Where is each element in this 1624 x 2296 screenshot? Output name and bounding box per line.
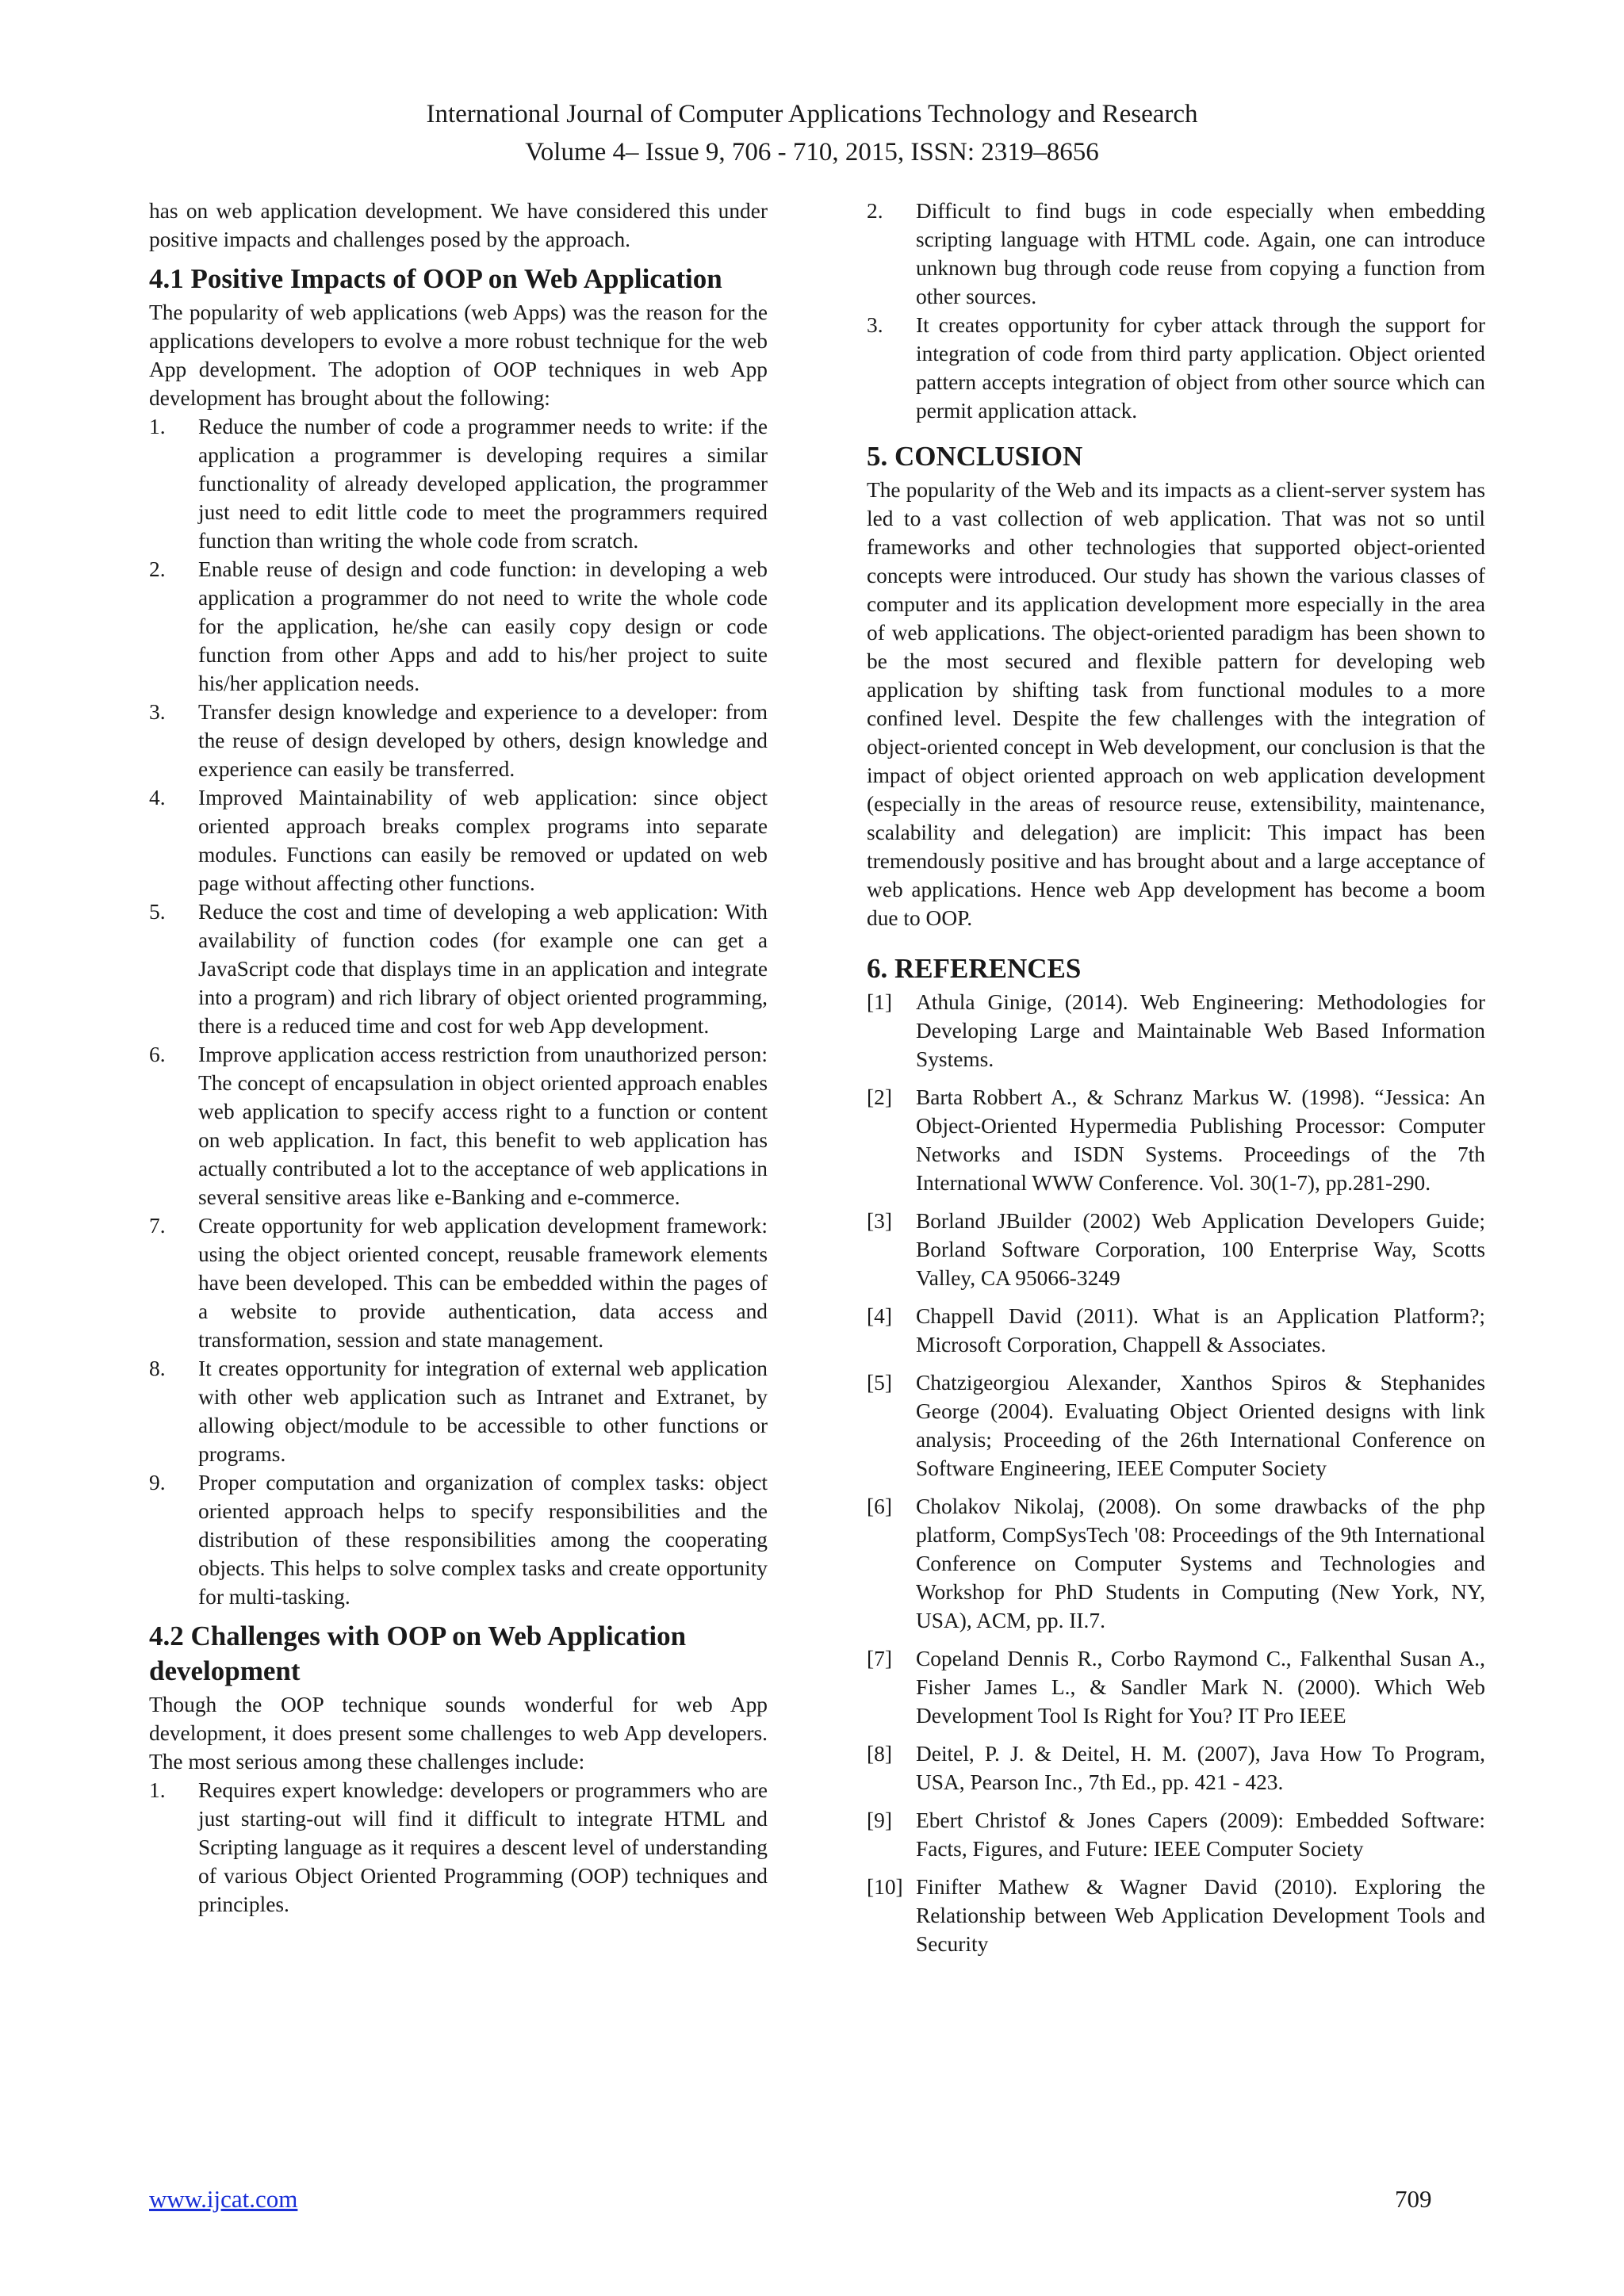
reference-number: [3] [867, 1209, 892, 1233]
reference-item [867, 1207, 1485, 1292]
reference-text: Borland JBuilder (2002) Web Application Developers Guide; Borland Software Corporation, 100 Enterprise Way, Scotts Valley, CA 95066-3249 [916, 1209, 1485, 1290]
journal-website-link[interactable]: www.ijcat.com [149, 2185, 298, 2213]
conclusion-paragraph: The popularity of the Web and its impacts as a client-server system has led to a vast collection of web application. That was not so until frameworks and other technologies that supported object-oriented concepts were introduced. Our study has shown the various classes of computer and its application development more especially in the area of web applications. The object-oriented paradigm has been shown to be the most secured and flexible pattern for developing web application by shifting task from functional modules to a more confined level. Despite the few challenges with the integration of object-oriented concept in Web development, our conclusion is that the impact of object oriented approach on web application development (especially in the areas of resource reuse, extensibility, maintenance, scalability and delegation) are implicit: This impact has been tremendously positive and has brought about and a large acceptance of web applications. Hence web App development has become a boom due to OOP. [867, 478, 1485, 930]
reference-number: [7] [867, 1647, 892, 1670]
list-item [149, 1040, 768, 1211]
journal-title: International Journal of Computer Applications Technology and Research [426, 100, 1198, 128]
list-number: 3. [149, 700, 166, 724]
list-number: 1. [149, 1778, 166, 1802]
reference-text: Ebert Christof & Jones Capers (2009): Embedded Software: Facts, Figures, and Future: IEEE Computer Society [916, 1808, 1485, 1861]
list-item [149, 897, 768, 1040]
list-item [149, 783, 768, 897]
page-number: 709 [1395, 2185, 1432, 2213]
list-number: 7. [149, 1214, 166, 1238]
list-number: 4. [149, 786, 166, 809]
list-text: It creates opportunity for cyber attack through the support for integration of code from third party application. Object oriented pattern accepts integration of object from other source which can permit application attack. [916, 313, 1485, 423]
reference-text: Deitel, P. J. & Deitel, H. M. (2007), Java How To Program, USA, Pearson Inc., 7th Ed., pp. 421 - 423. [916, 1742, 1485, 1794]
reference-item [867, 1644, 1485, 1730]
list-text: Transfer design knowledge and experience to a developer: from the reuse of design developed by others, design knowledge and experience can easily be transferred. [198, 700, 768, 781]
reference-item [867, 1368, 1485, 1483]
section-4-2-paragraph: Though the OOP technique sounds wonderful for web App development, it does present some challenges to web App developers. The most serious among these challenges include: [149, 1693, 768, 1774]
list-number: 9. [149, 1471, 166, 1494]
list-item [149, 698, 768, 783]
intro-paragraph: has on web application development. We have considered this under positive impacts and challenges posed by the approach. [149, 199, 768, 251]
list-text: Requires expert knowledge: developers or programmers who are just starting-out will find it difficult to integrate HTML and Scripting language as it requires a descent level of understanding of various Object Oriented Programming (OOP) techniques and principles. [198, 1778, 768, 1916]
list-item [867, 197, 1485, 311]
reference-text: Chatzigeorgiou Alexander, Xanthos Spiros & Stephanides George (2004). Evaluating Object Oriented designs with link analysis; Proceeding of the 26th International Conference on Software Engineering, IEEE Computer Society [916, 1371, 1485, 1480]
list-text: Improve application access restriction from unauthorized person: The concept of encapsulation in object oriented approach enables web application to specify access right to a function or content on web application. In fact, this benefit to web application has actually contributed a lot to the acceptance of web applications in several sensitive areas like e-Banking and e-commerce. [198, 1043, 768, 1209]
journal-header [0, 95, 1624, 171]
right-column [867, 197, 1485, 1968]
challenges-list [149, 1776, 768, 1919]
positive-impacts-list [149, 412, 768, 1611]
list-text: Improved Maintainability of web application: since object oriented approach breaks complex programs into separate modules. Functions can easily be removed or updated on web page without affecting other functions. [198, 786, 768, 895]
list-text: Create opportunity for web application development framework: using the object oriented concept, reusable framework elements have been developed. This can be embedded within the pages of a website to provide authentication, data access and transformation, session and state management. [198, 1214, 768, 1352]
reference-text: Cholakov Nikolaj, (2008). On some drawbacks of the php platform, CompSysTech '08: Proceedings of the 9th International Conference on Computer Systems and Technologies and Workshop for PhD Students in Computing (New York, NY, USA), ACM, pp. II.7. [916, 1494, 1485, 1632]
list-text: It creates opportunity for integration of external web application with other web application such as Intranet and Extranet, by allowing object/module to be accessible to other functions or programs. [198, 1357, 768, 1466]
list-item [867, 311, 1485, 425]
reference-number: [2] [867, 1085, 892, 1109]
reference-number: [5] [867, 1371, 892, 1395]
reference-number: [9] [867, 1808, 892, 1832]
list-number: 5. [149, 900, 166, 924]
reference-item [867, 1873, 1485, 1958]
conclusion-heading: 5. CONCLUSION [867, 441, 1083, 472]
list-number: 2. [149, 557, 166, 581]
reference-text: Chappell David (2011). What is an Application Platform?; Microsoft Corporation, Chappell & Associates. [916, 1304, 1485, 1357]
reference-number: [10] [867, 1875, 903, 1899]
reference-text: Barta Robbert A., & Schranz Markus W. (1998). “Jessica: An Object-Oriented Hypermedia Publishing Processor: Computer Networks and ISDN Systems. Proceedings of the 7th International WWW Conference. Vol. 30(1-7), pp.281-290. [916, 1085, 1485, 1195]
challenges-list-continued [867, 197, 1485, 425]
list-text: Reduce the number of code a programmer needs to write: if the application a programmer is developing requires a similar functionality of already developed application, the programmer just need to edit little code to meet the programmers required function than writing the whole code from scratch. [198, 415, 768, 553]
reference-number: [6] [867, 1494, 892, 1518]
list-item [149, 555, 768, 698]
reference-item [867, 1739, 1485, 1797]
reference-item [867, 1083, 1485, 1197]
list-number: 2. [867, 199, 883, 223]
section-4-1-heading: 4.1 Positive Impacts of OOP on Web Application [149, 263, 722, 294]
list-item [149, 1354, 768, 1468]
list-number: 1. [149, 415, 166, 438]
reference-number: [4] [867, 1304, 892, 1328]
reference-number: [1] [867, 990, 892, 1014]
section-4-1-paragraph: The popularity of web applications (web Apps) was the reason for the applications developers to evolve a more robust technique for the web App development. The adoption of OOP techniques in web App development has brought about the following: [149, 300, 768, 410]
reference-text: Finifter Mathew & Wagner David (2010). Exploring the Relationship between Web Application Development Tools and Security [916, 1875, 1485, 1956]
list-number: 8. [149, 1357, 166, 1380]
list-text: Reduce the cost and time of developing a web application: With availability of function codes (for example one can get a JavaScript code that displays time in an application and integrate into a program) and rich library of object oriented programming, there is a reduced time and cost for web App development. [198, 900, 768, 1038]
list-text: Proper computation and organization of complex tasks: object oriented approach helps to specify responsibilities and the distribution of these responsibilities among the cooperating objects. This helps to solve complex tasks and create opportunity for multi-tasking. [198, 1471, 768, 1609]
reference-text: Copeland Dennis R., Corbo Raymond C., Falkenthal Susan A., Fisher James L., & Sandler Mark N. (2000). Which Web Development Tool Is Right for You? IT Pro IEEE [916, 1647, 1485, 1728]
reference-item [867, 988, 1485, 1073]
list-item [149, 1776, 768, 1919]
list-item [149, 1468, 768, 1611]
reference-item [867, 1492, 1485, 1635]
list-number: 3. [867, 313, 883, 337]
list-item [149, 1211, 768, 1354]
list-number: 6. [149, 1043, 166, 1066]
list-text: Enable reuse of design and code function: in developing a web application a programmer do not need to write the whole code for the application, he/she can easily copy design or code function from other Apps and add to his/her project to suite his/her application needs. [198, 557, 768, 695]
reference-text: Athula Ginige, (2014). Web Engineering: Methodologies for Developing Large and Maintainable Web Based Information Systems. [916, 990, 1485, 1071]
section-4-2-heading: 4.2 Challenges with OOP on Web Application development [149, 1621, 687, 1686]
list-text: Difficult to find bugs in code especially when embedding scripting language with HTML code. Again, one can introduce unknown bug through code reuse from copying a function from other sources. [916, 199, 1485, 308]
reference-number: [8] [867, 1742, 892, 1766]
list-item [149, 412, 768, 555]
left-column [149, 197, 768, 1919]
references-list [867, 988, 1485, 1958]
reference-item [867, 1806, 1485, 1863]
references-heading: 6. REFERENCES [867, 953, 1082, 984]
journal-volume: Volume 4– Issue 9, 706 - 710, 2015, ISSN: 2319–8656 [525, 138, 1099, 166]
reference-item [867, 1302, 1485, 1359]
